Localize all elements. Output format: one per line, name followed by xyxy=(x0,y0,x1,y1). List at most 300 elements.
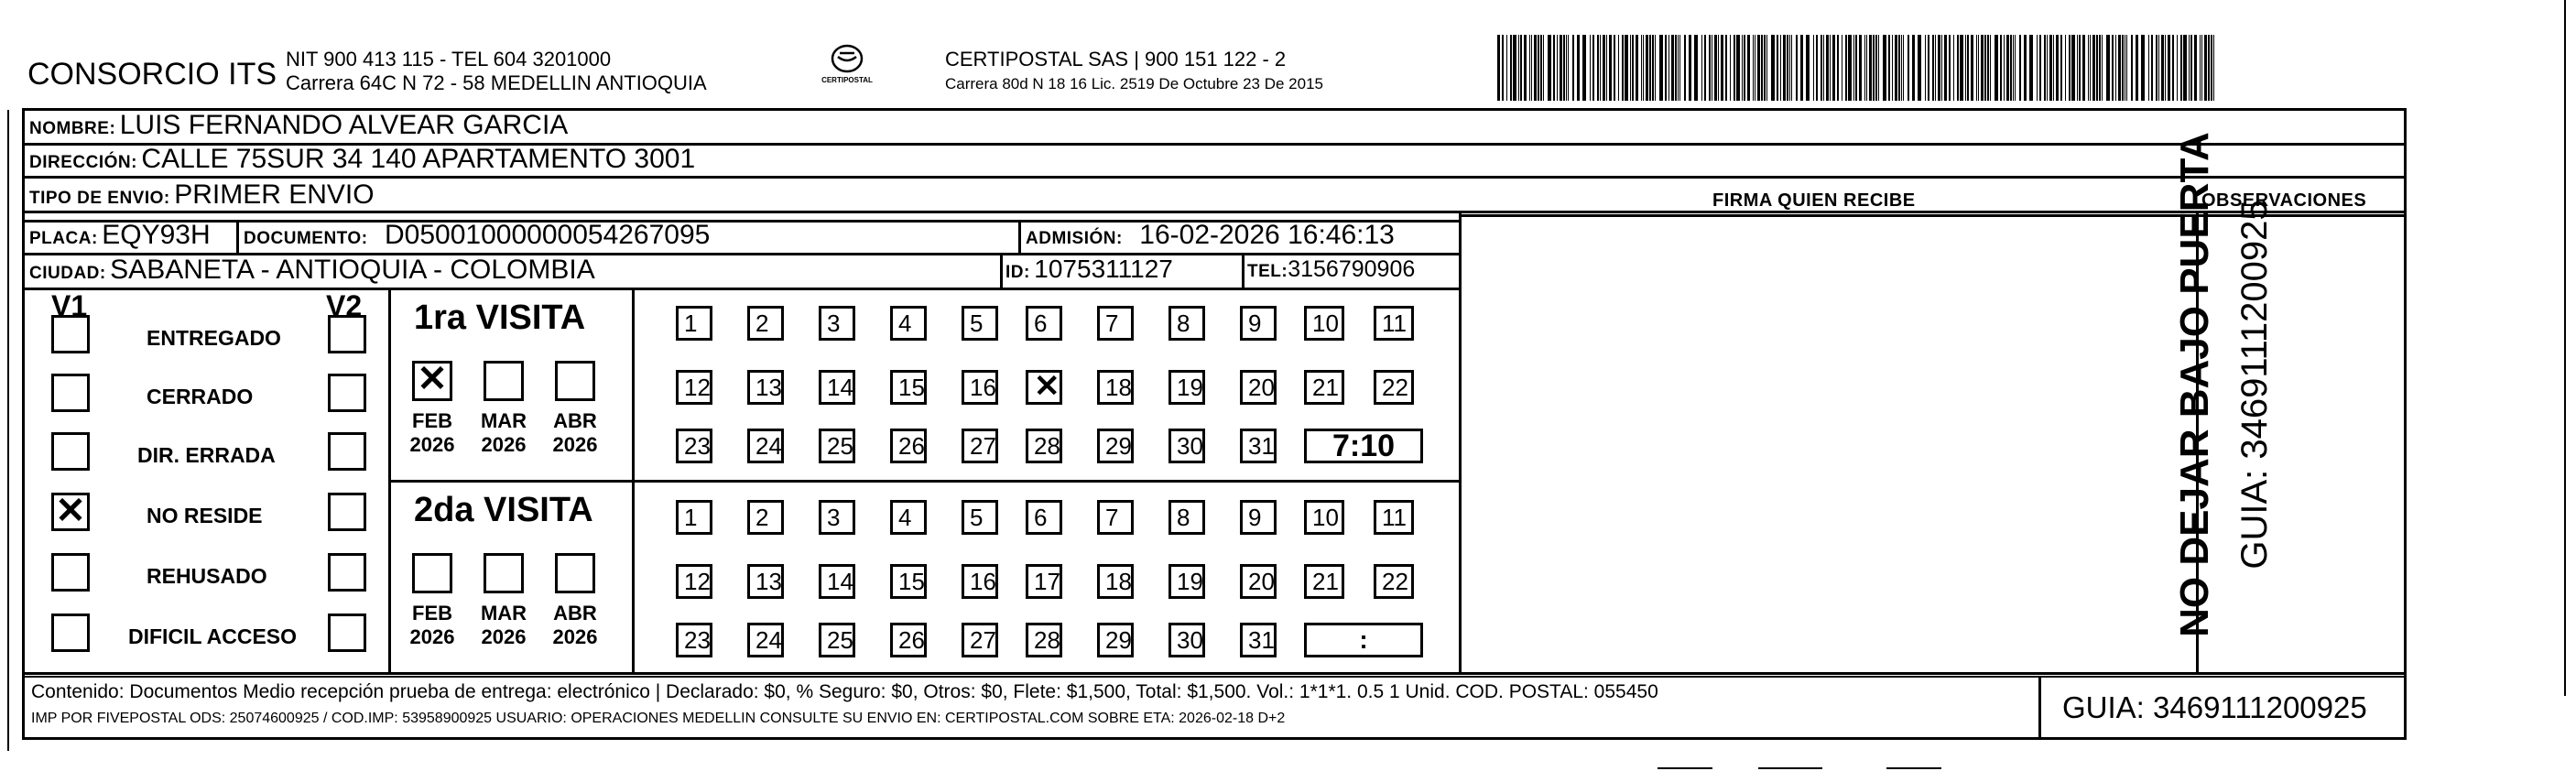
barcode-bar xyxy=(1529,35,1530,101)
barcode-bar xyxy=(1694,35,1698,101)
barcode-bar xyxy=(2069,35,2071,101)
tel-row xyxy=(1247,256,1415,283)
v2-checkbox[interactable] xyxy=(328,553,366,592)
barcode-bar xyxy=(1981,35,1984,101)
day-box[interactable]: 4 xyxy=(890,500,927,535)
day-box[interactable]: 12 xyxy=(676,564,712,599)
barcode-bar xyxy=(1918,35,1921,101)
barcode-bar xyxy=(1837,35,1839,101)
day-box[interactable]: 6 xyxy=(1026,500,1062,535)
tipo-row xyxy=(29,179,375,211)
time-box[interactable]: : xyxy=(1304,623,1423,657)
day-box[interactable]: 30 xyxy=(1168,623,1205,657)
barcode-bar xyxy=(1873,35,1875,101)
barcode-bar xyxy=(1757,35,1760,101)
barcode-bar xyxy=(2092,35,2095,101)
month-year: 2026 xyxy=(552,433,598,456)
day-box[interactable]: 23 xyxy=(676,623,712,657)
barcode-bar xyxy=(1679,35,1680,101)
v2-checkbox[interactable] xyxy=(328,432,366,471)
barcode-bar xyxy=(1984,35,1986,101)
v1-checkbox[interactable] xyxy=(51,553,90,592)
day-box[interactable]: 30 xyxy=(1168,429,1205,463)
barcode-bar xyxy=(1560,35,1562,101)
barcode-bar xyxy=(1671,35,1674,101)
scan-edge-bottom-2 xyxy=(1758,767,1822,769)
placa-divider xyxy=(236,220,239,253)
day-box[interactable]: 14 xyxy=(819,370,855,405)
barcode-bar xyxy=(1932,35,1934,101)
barcode-bar xyxy=(1534,35,1537,101)
barcode-bar xyxy=(1978,35,1979,101)
month-year: 2026 xyxy=(552,625,598,648)
footer-contenido: Contenido: Documentos Medio recepción prueba de entrega: electrónico | Declarado: $0, % Seguro: $0, Otros: $0, Flete: $1,500, Total: $1,500. Vol.: 1*1*1. 0.5 1 Unid. COD. POSTAL: 055450 xyxy=(31,681,1658,702)
tipo-value: PRIMER ENVIO xyxy=(174,179,375,210)
barcode-bar xyxy=(1859,35,1862,101)
barcode-bar xyxy=(1563,35,1565,101)
barcode-bar xyxy=(1668,35,1669,101)
nombre-row xyxy=(29,110,568,141)
day-box[interactable]: 11 xyxy=(1374,306,1414,341)
tel-divider xyxy=(1242,253,1245,288)
barcode-bar xyxy=(1725,35,1727,101)
ciudad-label: CIUDAD: xyxy=(29,264,106,283)
footer-line-2 xyxy=(22,676,2407,678)
day-box[interactable]: 28 xyxy=(1026,429,1062,463)
footer-guia: GUIA: 3469111200925 xyxy=(2062,690,2367,724)
ciudad-row xyxy=(29,255,595,286)
day-box[interactable]: 22 xyxy=(1374,564,1414,599)
day-box[interactable]: 27 xyxy=(962,429,998,463)
month-checkbox[interactable] xyxy=(555,553,595,593)
barcode-bar xyxy=(2010,35,2012,101)
barcode-bar xyxy=(2158,35,2159,101)
day-box[interactable]: 25 xyxy=(819,623,855,657)
day-box[interactable]: 3 xyxy=(819,306,855,341)
month-checkbox[interactable] xyxy=(484,553,524,593)
barcode-bar xyxy=(1742,35,1743,101)
day-box[interactable]: 13 xyxy=(747,564,784,599)
barcode-bar xyxy=(2208,35,2210,101)
v1-checkbox[interactable] xyxy=(51,614,90,652)
scan-edge-bottom-3 xyxy=(1886,767,1941,769)
barcode-bar xyxy=(2056,35,2059,101)
barcode-bar xyxy=(1771,35,1775,101)
barcode-bar xyxy=(1510,35,1512,101)
barcode-bar xyxy=(1636,35,1638,101)
barcode-bar xyxy=(1783,35,1786,101)
visit1-title: 1ra VISITA xyxy=(414,299,586,337)
barcode-bar xyxy=(2190,35,2192,101)
barcode-bar xyxy=(1965,35,1966,101)
barcode-bar xyxy=(1938,35,1940,101)
scan-edge-left xyxy=(7,110,9,751)
month-label: MAR xyxy=(480,602,527,624)
barcode-bar xyxy=(1643,35,1644,101)
barcode-bar xyxy=(1543,35,1544,101)
barcode-bar xyxy=(2161,35,2164,101)
v1-checkbox[interactable] xyxy=(51,374,90,412)
barcode-bar xyxy=(1878,35,1879,101)
v2-checkbox[interactable] xyxy=(328,374,366,412)
barcode-bar xyxy=(1944,35,1947,101)
barcode-bar xyxy=(2029,35,2033,101)
barcode-bar xyxy=(2183,35,2187,101)
day-box[interactable]: 23 xyxy=(676,429,712,463)
barcode-bar xyxy=(2090,35,2091,101)
barcode-bar xyxy=(1853,35,1854,101)
month-label: ABR xyxy=(553,409,597,432)
main-frame xyxy=(22,108,2407,740)
barcode-bar xyxy=(1614,35,1615,101)
barcode-bar xyxy=(2189,35,2190,101)
day-box[interactable]: 7 xyxy=(1097,500,1134,535)
visit2-title: 2da VISITA xyxy=(414,491,593,529)
day-box[interactable]: 18 xyxy=(1097,564,1134,599)
barcode-bar xyxy=(1649,35,1651,101)
observaciones-header: OBSERVACIONES xyxy=(2201,190,2367,211)
option-label: DIR. ERRADA xyxy=(137,443,276,467)
barcode-bar xyxy=(1796,35,1798,101)
barcode-bar xyxy=(1618,35,1619,101)
barcode-bar xyxy=(1869,35,1872,101)
day-box[interactable]: 25 xyxy=(819,429,855,463)
barcode-bar xyxy=(1721,35,1723,101)
barcode-bar xyxy=(1888,35,1890,101)
barcode-bar xyxy=(2151,35,2153,101)
barcode-bar xyxy=(1497,35,1500,101)
day-box[interactable]: 1 xyxy=(676,500,712,535)
v2-checkbox[interactable] xyxy=(328,493,366,531)
barcode-bar xyxy=(1730,35,1731,101)
barcode-bar xyxy=(1813,35,1814,101)
day-box[interactable]: 19 xyxy=(1168,564,1205,599)
firma-header: FIRMA QUIEN RECIBE xyxy=(1712,190,1916,211)
barcode-bar xyxy=(2204,35,2207,101)
barcode-bar xyxy=(1513,35,1516,101)
day-box[interactable]: 22 xyxy=(1374,370,1414,405)
barcode-bar xyxy=(2071,35,2075,101)
barcode-bar xyxy=(1659,35,1663,101)
barcode-bar xyxy=(1766,35,1767,101)
v1-checkbox[interactable] xyxy=(51,432,90,471)
barcode-bar xyxy=(1524,35,1527,101)
v2-checkbox[interactable] xyxy=(328,315,366,353)
barcode-bar xyxy=(1855,35,1857,101)
day-box[interactable]: 9 xyxy=(1240,306,1277,341)
certipostal-line: CERTIPOSTAL SAS | 900 151 122 - 2 xyxy=(945,48,1287,71)
barcode-bar xyxy=(1625,35,1628,101)
option-label: CERRADO xyxy=(147,385,254,408)
placa-value: EQY93H xyxy=(102,220,211,250)
barcode-bar xyxy=(1990,35,1991,101)
day-box[interactable]: 1 xyxy=(676,306,712,341)
certipostal-logo-icon xyxy=(820,44,875,99)
id-value: 1075311127 xyxy=(1034,255,1173,283)
day-box[interactable]: 27 xyxy=(962,623,998,657)
firma-divider xyxy=(1459,211,1462,672)
footer-line xyxy=(22,672,2407,675)
certipostal-logo-text: CERTIPOSTAL xyxy=(821,76,873,84)
day-box[interactable]: 5 xyxy=(962,500,998,535)
v1-checkbox[interactable] xyxy=(51,315,90,353)
barcode-bar xyxy=(2156,35,2158,101)
month-checkbox[interactable] xyxy=(484,361,524,401)
tel-value: 3156790906 xyxy=(1288,256,1416,282)
certipostal-address: Carrera 80d N 18 16 Lic. 2519 De Octubre 23 De 2015 xyxy=(945,75,1323,92)
documento-label: DOCUMENTO: xyxy=(244,229,368,248)
day-box[interactable]: 7 xyxy=(1097,306,1134,341)
month-label: MAR xyxy=(480,409,527,432)
barcode-bar xyxy=(1506,35,1507,101)
day-box[interactable]: 17 xyxy=(1026,564,1062,599)
day-box[interactable]: 16 xyxy=(962,370,998,405)
barcode xyxy=(1497,35,2221,101)
barcode-bar xyxy=(1590,35,1591,101)
barcode-bar xyxy=(1689,35,1691,101)
barcode-bar xyxy=(1816,35,1818,101)
company-address: Carrera 64C N 72 - 58 MEDELLIN ANTIOQUIA xyxy=(286,71,707,94)
barcode-bar xyxy=(1630,35,1631,101)
barcode-bar xyxy=(2200,35,2201,101)
day-box[interactable]: 14 xyxy=(819,564,855,599)
barcode-bar xyxy=(1548,35,1551,101)
v2-header: V2 xyxy=(326,289,363,322)
v1-checkbox[interactable]: ✕ xyxy=(51,493,90,531)
barcode-bar xyxy=(1568,35,1569,101)
barcode-bar xyxy=(2082,35,2085,101)
barcode-bar xyxy=(2194,35,2197,101)
day-box[interactable]: 21 xyxy=(1304,370,1344,405)
day-box[interactable]: 8 xyxy=(1168,306,1205,341)
time-box[interactable]: 7:10 xyxy=(1304,429,1423,463)
barcode-bar xyxy=(1864,35,1865,101)
day-box[interactable]: 3 xyxy=(819,500,855,535)
day-box[interactable]: 16 xyxy=(962,564,998,599)
placa-label: PLACA: xyxy=(29,229,98,248)
barcode-bar xyxy=(2131,35,2133,101)
admision-value: 16-02-2026 16:46:13 xyxy=(1139,220,1395,250)
barcode-bar xyxy=(1577,35,1580,101)
barcode-bar xyxy=(2065,35,2066,101)
barcode-bar xyxy=(2079,35,2081,101)
barcode-bar xyxy=(2049,35,2052,101)
barcode-bar xyxy=(1675,35,1677,101)
day-box[interactable]: 31 xyxy=(1240,429,1277,463)
barcode-bar xyxy=(1665,35,1667,101)
barcode-bar xyxy=(1600,35,1601,101)
barcode-bar xyxy=(1832,35,1835,101)
direccion-value: CALLE 75SUR 34 140 APARTAMENTO 3001 xyxy=(141,144,696,174)
barcode-bar xyxy=(1928,35,1929,101)
barcode-bar xyxy=(1960,35,1963,101)
barcode-bar xyxy=(1901,35,1902,101)
barcode-bar xyxy=(1597,35,1599,101)
barcode-bar xyxy=(1646,35,1648,101)
barcode-bar xyxy=(1622,35,1624,101)
barcode-bar xyxy=(2172,35,2174,101)
barcode-bar xyxy=(2088,35,2089,101)
month-label: FEB xyxy=(412,602,452,624)
barcode-bar xyxy=(2000,35,2002,101)
barcode-bar xyxy=(1957,35,1959,101)
barcode-bar xyxy=(1764,35,1766,101)
barcode-bar xyxy=(2213,35,2214,101)
day-box[interactable]: 15 xyxy=(890,370,927,405)
barcode-bar xyxy=(1806,35,1810,101)
barcode-bar xyxy=(2015,35,2016,101)
company-name: CONSORCIO ITS xyxy=(27,57,277,92)
day-box[interactable]: 9 xyxy=(1240,500,1277,535)
barcode-bar xyxy=(1789,35,1790,101)
barcode-bar xyxy=(2060,35,2062,101)
day-box[interactable]: 15 xyxy=(890,564,927,599)
barcode-bar xyxy=(1747,35,1750,101)
day-box[interactable]: 2 xyxy=(747,500,784,535)
barcode-bar xyxy=(1967,35,1969,101)
day-box[interactable]: 24 xyxy=(747,429,784,463)
day-box[interactable]: 21 xyxy=(1304,564,1344,599)
day-box[interactable]: 24 xyxy=(747,623,784,657)
barcode-bar xyxy=(2013,35,2014,101)
option-label: REHUSADO xyxy=(147,564,267,588)
barcode-bar xyxy=(1557,35,1558,101)
day-box[interactable]: 2 xyxy=(747,306,784,341)
day-box[interactable]: 12 xyxy=(676,370,712,405)
barcode-bar xyxy=(1684,35,1686,101)
barcode-bar xyxy=(1987,35,1989,101)
day-box[interactable]: 10 xyxy=(1304,500,1344,535)
barcode-bar xyxy=(1603,35,1605,101)
month-label: ABR xyxy=(553,602,597,624)
barcode-bar xyxy=(1553,35,1555,101)
barcode-bar xyxy=(1875,35,1877,101)
row-line-3 xyxy=(22,211,2407,213)
day-box[interactable]: 28 xyxy=(1026,623,1062,657)
barcode-bar xyxy=(1566,35,1567,101)
barcode-bar xyxy=(1538,35,1539,101)
barcode-bar xyxy=(1780,35,1781,101)
barcode-bar xyxy=(2180,35,2182,101)
barcode-bar xyxy=(1777,35,1778,101)
day-box[interactable]: 26 xyxy=(890,429,927,463)
barcode-bar xyxy=(2112,35,2114,101)
barcode-bar xyxy=(1883,35,1886,101)
visit-separator xyxy=(388,480,1462,483)
scan-edge-bottom-1 xyxy=(1658,767,1712,769)
footer-guia-divider xyxy=(2038,676,2041,740)
placa-row xyxy=(29,220,211,251)
day-box[interactable]: 20 xyxy=(1240,564,1277,599)
barcode-bar xyxy=(1903,35,1904,101)
side-guia: GUIA: 3469111200925 xyxy=(2234,200,2275,570)
barcode-bar xyxy=(1976,35,1977,101)
barcode-bar xyxy=(1641,35,1642,101)
barcode-bar xyxy=(1848,35,1852,101)
admision-divider xyxy=(1018,220,1021,253)
barcode-bar xyxy=(2102,35,2103,101)
day-box[interactable]: 10 xyxy=(1304,306,1344,341)
day-box[interactable]: 19 xyxy=(1168,370,1205,405)
day-box[interactable]: 31 xyxy=(1240,623,1277,657)
day-box[interactable]: 26 xyxy=(890,623,927,657)
option-label: DIFICIL ACCESO xyxy=(128,624,298,648)
day-box[interactable]: 11 xyxy=(1374,500,1414,535)
barcode-bar xyxy=(1701,35,1702,101)
barcode-bar xyxy=(1718,35,1719,101)
day-box[interactable]: 18 xyxy=(1097,370,1134,405)
documento-row xyxy=(244,220,710,251)
direccion-row xyxy=(29,144,695,175)
v1-header: V1 xyxy=(51,289,88,322)
day-box[interactable]: 6 xyxy=(1026,306,1062,341)
barcode-bar xyxy=(1866,35,1867,101)
option-label: ENTREGADO xyxy=(147,326,281,350)
day-box[interactable]: 4 xyxy=(890,306,927,341)
barcode-bar xyxy=(2177,35,2178,101)
day-box[interactable]: 8 xyxy=(1168,500,1205,535)
option-label: NO RESIDE xyxy=(147,504,263,527)
barcode-bar xyxy=(2211,35,2212,101)
barcode-bar xyxy=(1652,35,1654,101)
month-checkbox[interactable]: ✕ xyxy=(412,361,452,401)
admision-row xyxy=(1026,220,1395,251)
v2-checkbox[interactable] xyxy=(328,614,366,652)
barcode-bar xyxy=(1761,35,1763,101)
barcode-bar xyxy=(1800,35,1803,101)
documento-value: D05001000000054267095 xyxy=(385,220,711,250)
barcode-bar xyxy=(1898,35,1900,101)
day-box[interactable]: 20 xyxy=(1240,370,1277,405)
month-checkbox[interactable] xyxy=(555,361,595,401)
day-box[interactable]: 13 xyxy=(747,370,784,405)
barcode-bar xyxy=(2099,35,2101,101)
barcode-bar xyxy=(2136,35,2138,101)
day-box[interactable]: 29 xyxy=(1097,429,1134,463)
barcode-bar xyxy=(2126,35,2127,101)
month-year: 2026 xyxy=(409,625,455,648)
barcode-bar xyxy=(1704,35,1706,101)
footer-imp: IMP POR FIVEPOSTAL ODS: 25074600925 / COD.IMP: 53958900925 USUARIO: OPERACIONES MEDELLIN CONSULTE SU ENVIO EN: CERTIPOSTAL.COM SOBRE ETA: 2026-02-18 D+2 xyxy=(31,711,1286,726)
barcode-bar xyxy=(2201,35,2202,101)
barcode-bar xyxy=(1821,35,1822,101)
barcode-bar xyxy=(1609,35,1612,101)
tel-label: TEL: xyxy=(1247,262,1288,281)
barcode-bar xyxy=(2106,35,2110,101)
barcode-bar xyxy=(1830,35,1831,101)
barcode-bar xyxy=(2148,35,2149,101)
barcode-bar xyxy=(1744,35,1745,101)
barcode-bar xyxy=(1892,35,1893,101)
month-year: 2026 xyxy=(481,625,527,648)
nombre-label: NOMBRE: xyxy=(29,119,116,138)
day-box[interactable]: 29 xyxy=(1097,623,1134,657)
barcode-bar xyxy=(1714,35,1717,101)
barcode-bar xyxy=(1941,35,1942,101)
barcode-bar xyxy=(2096,35,2098,101)
barcode-bar xyxy=(1826,35,1829,101)
barcode-bar xyxy=(1787,35,1788,101)
nombre-value: LUIS FERNANDO ALVEAR GARCIA xyxy=(119,110,569,140)
barcode-bar xyxy=(2004,35,2005,101)
day-box[interactable]: ✕ xyxy=(1026,370,1062,405)
barcode-bar xyxy=(2037,35,2038,101)
barcode-bar xyxy=(2118,35,2121,101)
barcode-bar xyxy=(2168,35,2170,101)
month-checkbox[interactable] xyxy=(412,553,452,593)
barcode-bar xyxy=(1592,35,1594,101)
day-box[interactable]: 5 xyxy=(962,306,998,341)
